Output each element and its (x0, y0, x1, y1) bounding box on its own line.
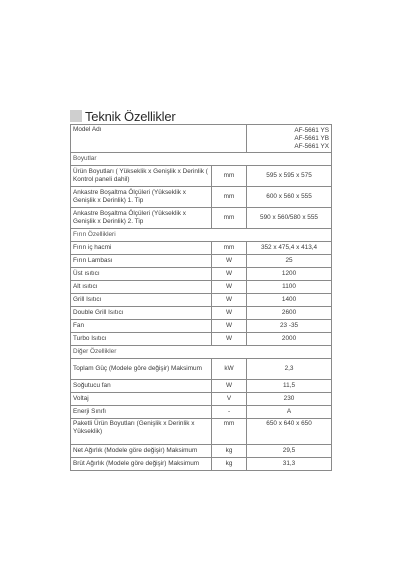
row-unit: W (212, 333, 247, 346)
row-value: 1400 (247, 294, 332, 307)
table-row (71, 208, 332, 229)
table-row (71, 359, 332, 380)
row-value: 352 x 475,4 x 413,4 (247, 242, 332, 255)
row-unit: mm (212, 419, 247, 445)
row-label: Soğutucu fan (71, 380, 212, 393)
model-value: AF-5661 YX (294, 142, 330, 150)
row-value: 590 x 560/580 x 555 (247, 208, 332, 229)
table-row (71, 320, 332, 333)
section-title (70, 109, 176, 123)
row-label: Fan (71, 320, 212, 333)
table-row (71, 166, 332, 187)
row-value: A (247, 406, 332, 419)
row-label: Alt ısıtıcı (71, 281, 212, 294)
table-row-model (71, 125, 332, 153)
model-label: Model Adı (71, 125, 247, 153)
row-unit: W (212, 255, 247, 268)
row-unit: mm (212, 242, 247, 255)
row-unit: mm (212, 187, 247, 208)
model-value: AF-5661 YS (294, 126, 330, 134)
row-value: 595 x 595 x 575 (247, 166, 332, 187)
row-value: 31,3 (247, 458, 332, 471)
row-label: Ürün Boyutları ( Yükseklik x Genişlik x Derinlik ( Kontrol paneli dahil) (71, 166, 212, 187)
row-label: Net Ağırlık (Modele göre değişir) Maksimum (71, 445, 212, 458)
section-row-diger (71, 346, 332, 359)
table-row (71, 419, 332, 445)
table-row (71, 458, 332, 471)
section-label: Diğer Özellikler (71, 346, 332, 359)
model-values (247, 125, 332, 153)
row-unit: W (212, 307, 247, 320)
row-label: Voltaj (71, 393, 212, 406)
table-row (71, 380, 332, 393)
row-label: Toplam Güç (Modele göre değişir) Maksimum (71, 359, 212, 380)
row-unit: W (212, 294, 247, 307)
section-row-boyutlar (71, 153, 332, 166)
table-row (71, 281, 332, 294)
table-row (71, 307, 332, 320)
row-unit: kW (212, 359, 247, 380)
row-label: Double Grill Isıtıcı (71, 307, 212, 320)
table-row (71, 255, 332, 268)
row-value: 230 (247, 393, 332, 406)
row-unit: W (212, 268, 247, 281)
page-title: Teknik Özellikler (85, 108, 176, 124)
row-unit: kg (212, 445, 247, 458)
row-value: 1100 (247, 281, 332, 294)
row-unit: W (212, 320, 247, 333)
table-row (71, 187, 332, 208)
table-row (71, 333, 332, 346)
row-value: 2600 (247, 307, 332, 320)
row-value: 2000 (247, 333, 332, 346)
row-label: Üst ısıtıcı (71, 268, 212, 281)
row-value: 11,5 (247, 380, 332, 393)
table-row (71, 242, 332, 255)
table-row (71, 406, 332, 419)
row-value: 25 (247, 255, 332, 268)
row-label: Ankastre Boşaltma Ölçüleri (Yükseklik x Genişlik x Derinlik) 1. Tip (71, 187, 212, 208)
row-unit: mm (212, 166, 247, 187)
row-unit: - (212, 406, 247, 419)
row-value: 650 x 640 x 650 (247, 419, 332, 445)
row-value: 23 -35 (247, 320, 332, 333)
row-unit: V (212, 393, 247, 406)
row-label: Brüt Ağırlık (Modele göre değişir) Maksimum (71, 458, 212, 471)
row-unit: W (212, 281, 247, 294)
row-label: Ankastre Boşaltma Ölçüleri (Yükseklik x Genişlik x Derinlik) 2. Tip (71, 208, 212, 229)
row-value: 29,5 (247, 445, 332, 458)
row-label: Paketli Ürün Boyutları (Genişlik x Derinlik x Yükseklik) (71, 419, 212, 445)
row-value: 2,3 (247, 359, 332, 380)
row-label: Fırın iç hacmi (71, 242, 212, 255)
table-row (71, 268, 332, 281)
section-label: Fırın Özellikleri (71, 229, 332, 242)
row-label: Grill Isıtıcı (71, 294, 212, 307)
title-marker-icon (70, 110, 82, 122)
row-label: Enerji Sınıfı (71, 406, 212, 419)
row-unit: kg (212, 458, 247, 471)
row-unit: W (212, 380, 247, 393)
row-value: 600 x 560 x 555 (247, 187, 332, 208)
row-value: 1200 (247, 268, 332, 281)
row-label: Turbo Isıtıcı (71, 333, 212, 346)
row-unit: mm (212, 208, 247, 229)
table-row (71, 294, 332, 307)
section-row-firin (71, 229, 332, 242)
table-row (71, 445, 332, 458)
model-value: AF-5661 YB (294, 134, 330, 142)
section-label: Boyutlar (71, 153, 332, 166)
row-label: Fırın Lambası (71, 255, 212, 268)
spec-table (70, 124, 332, 471)
table-row (71, 393, 332, 406)
